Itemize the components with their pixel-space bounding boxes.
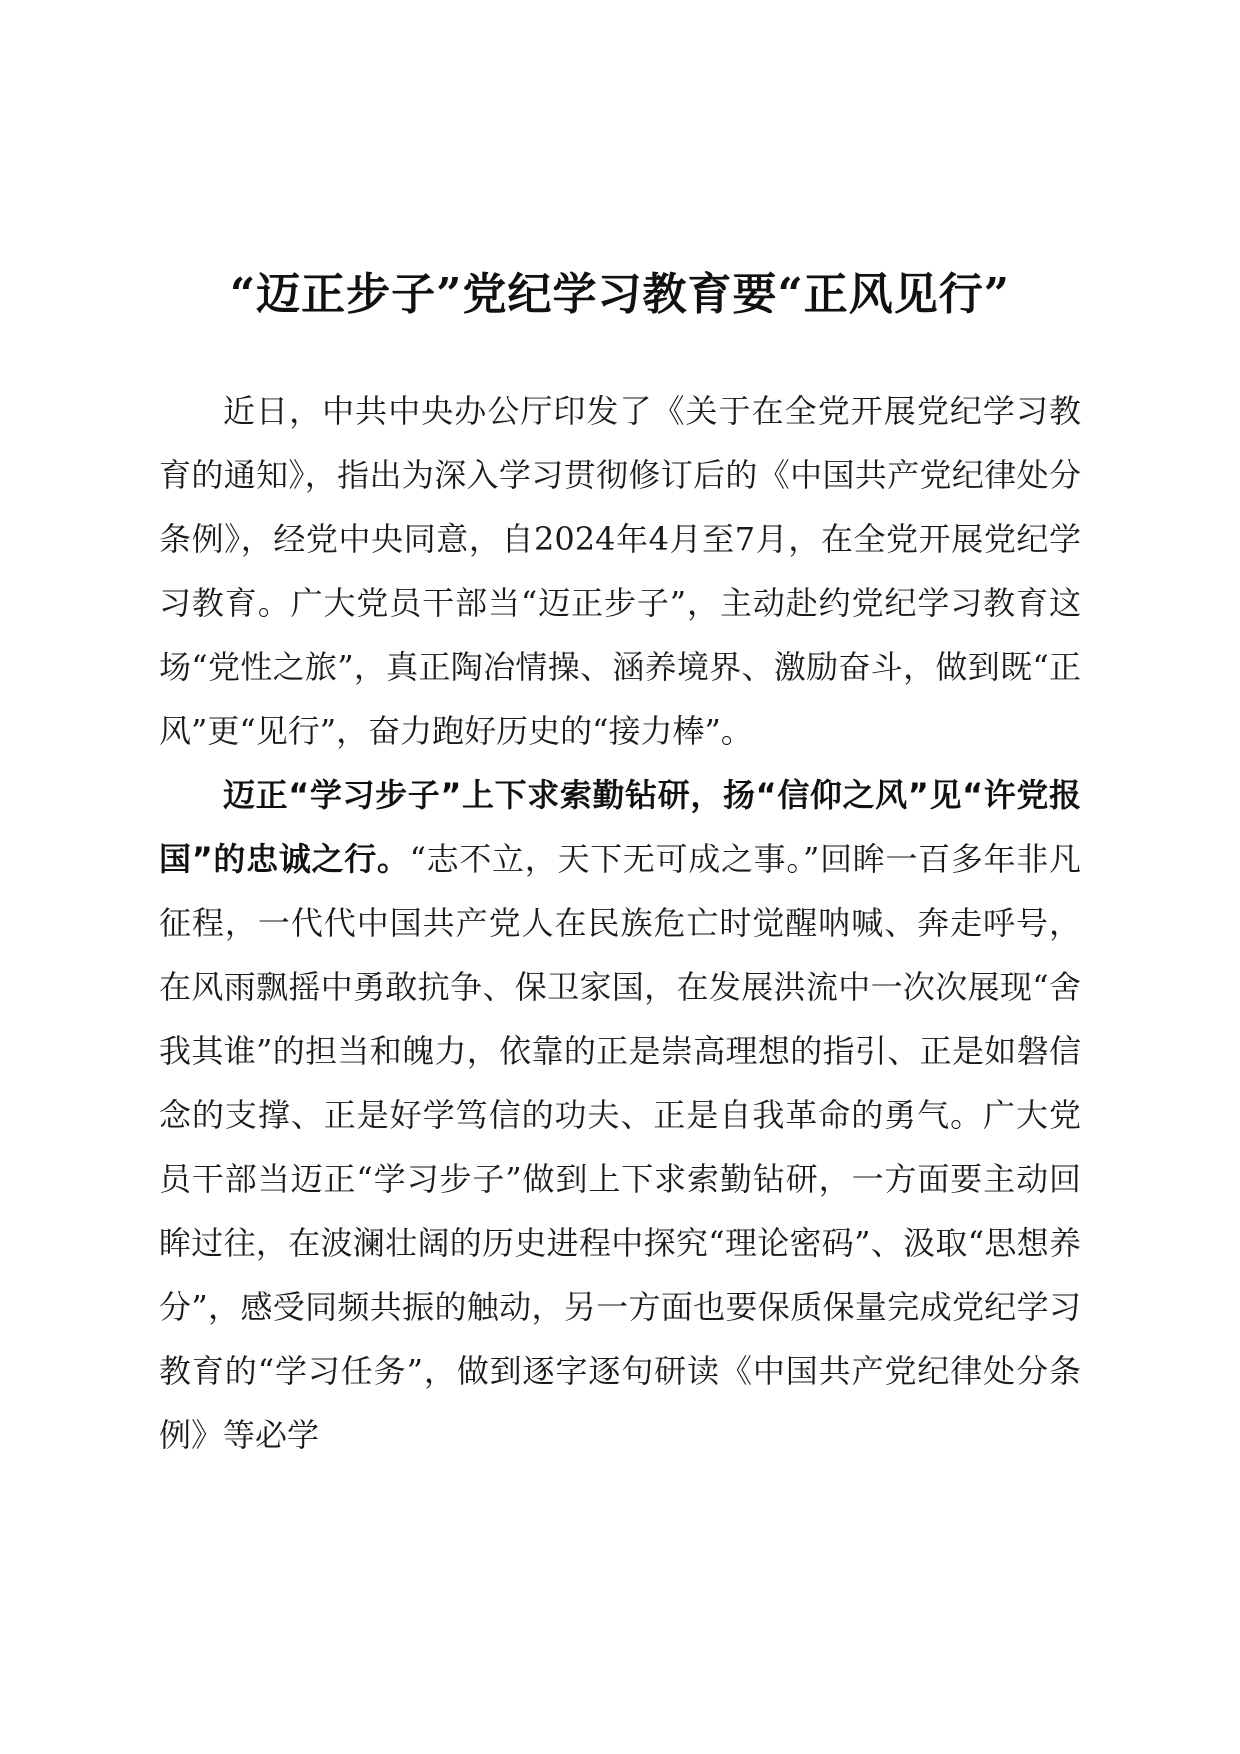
paragraph-1	[159, 379, 1081, 763]
paragraph-2-lead: 迈正“学习步子”上下求索勤钻研，扬“信仰之风”见“许党报国”的忠诚之行。	[159, 776, 1081, 878]
paragraph-1-text: 近日，中共中央办公厅印发了《关于在全党开展党纪学习教育的通知》，指出为深入学习贯彻修订后的《中国共产党纪律处分条例》，经党中央同意，自2024年4月至7月，在全党开展党纪学习教育。广大党员干部当“迈正步子”，主动赴约党纪学习教育这场“党性之旅”，真正陶冶情操、涵养境界、激励奋斗，做到既“正风”更“见行”，奋力跑好历史的“接力棒”。	[159, 392, 1081, 750]
paragraph-2	[159, 763, 1081, 1467]
document-title: “迈正步子”党纪学习教育要“正风见行”	[229, 269, 1011, 321]
document-body	[159, 379, 1081, 1467]
paragraph-2-text: “志不立，天下无可成之事。”回眸一百多年非凡征程，一代代中国共产党人在民族危亡时觉醒呐喊、奔走呼号，在风雨飘摇中勇敢抗争、保卫家国，在发展洪流中一次次展现“舍我其谁”的担当和魄力，依靠的正是崇高理想的指引、正是如磐信念的支撑、正是好学笃信的功夫、正是自我革命的勇气。广大党员干部当迈正“学习步子”做到上下求索勤钻研，一方面要主动回眸过往，在波澜壮阔的历史进程中探究“理论密码”、汲取“思想养分”，感受同频共振的触动，另一方面也要保质保量完成党纪学习教育的“学习任务”，做到逐字逐句研读《中国共产党纪律处分条例》等必学	[159, 840, 1081, 1454]
